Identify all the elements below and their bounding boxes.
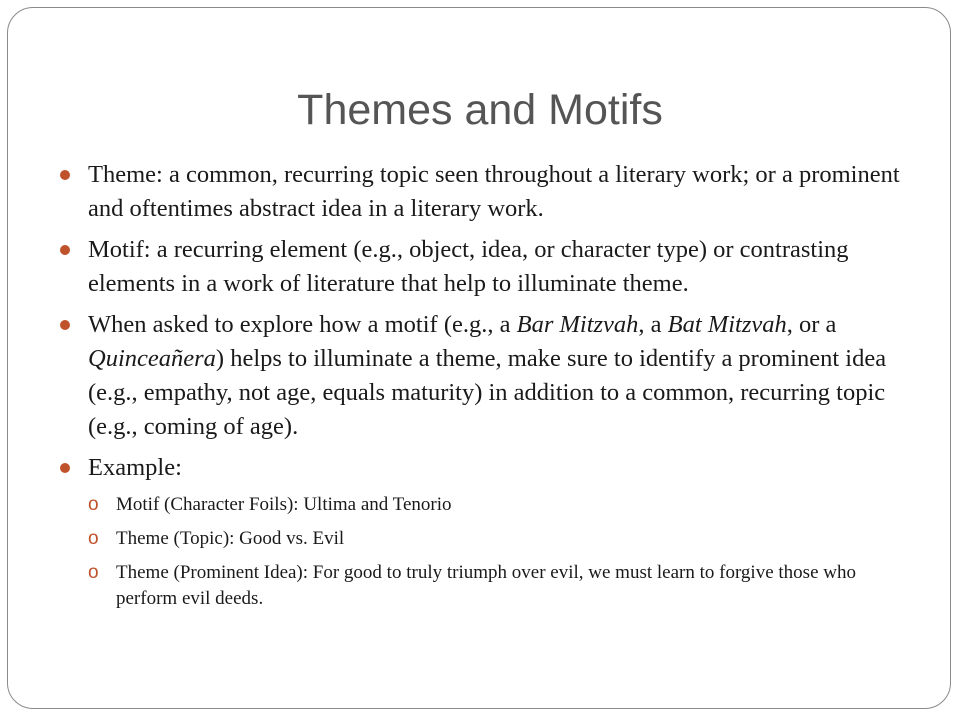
sub-bullet-theme-idea [58, 560, 918, 612]
sub-bullet-circle-icon: o [88, 562, 99, 583]
bullet-text-part: , or a [786, 311, 837, 338]
bullet-instructions [58, 308, 918, 444]
bullet-italic-bat-mitzvah: Bat Mitzvah [667, 311, 787, 338]
slide-title: Themes and Motifs [297, 86, 663, 134]
bullet-text: Example: [88, 454, 182, 481]
sub-bullet-motif [58, 492, 918, 518]
bullet-text-part: ) helps to illuminate a theme, make sure to identify a prominent idea (e.g., empathy, not age, equals maturity) in addition to a common, recurring topic (e.g., coming of age). [88, 345, 887, 440]
sub-bullet-circle-icon: o [88, 494, 99, 515]
bullet-theme [58, 158, 918, 226]
sub-bullet-text: Motif (Character Foils): Ultima and Tenorio [116, 494, 452, 515]
bullet-italic-bar-mitzvah: Bar Mitzvah [516, 311, 639, 338]
sub-bullet-circle-icon: o [88, 528, 99, 549]
bullet-text-part: When asked to explore how a motif (e.g., a [88, 311, 517, 338]
bullet-dot-icon [60, 463, 70, 473]
bullet-italic-quinceanera: Quinceañera [88, 345, 216, 372]
bullet-dot-icon [60, 245, 70, 255]
bullet-dot-icon [60, 170, 70, 180]
bullet-dot-icon [60, 320, 70, 330]
slide-content [58, 158, 918, 620]
bullet-text: Theme: a common, recurring topic seen throughout a literary work; or a prominent and oftentimes abstract idea in a literary work. [88, 161, 900, 222]
sub-bullet-theme-topic [58, 526, 918, 552]
sub-bullet-text: Theme (Prominent Idea): For good to truly triumph over evil, we must learn to forgive those who perform evil deeds. [116, 562, 856, 609]
bullet-text: Motif: a recurring element (e.g., object, idea, or character type) or contrasting elements in a work of literature that help to illuminate theme. [88, 236, 849, 297]
bullet-text-part: , a [638, 311, 668, 338]
sub-bullet-text: Theme (Topic): Good vs. Evil [116, 528, 345, 549]
bullet-motif [58, 233, 918, 301]
bullet-example [58, 451, 918, 485]
